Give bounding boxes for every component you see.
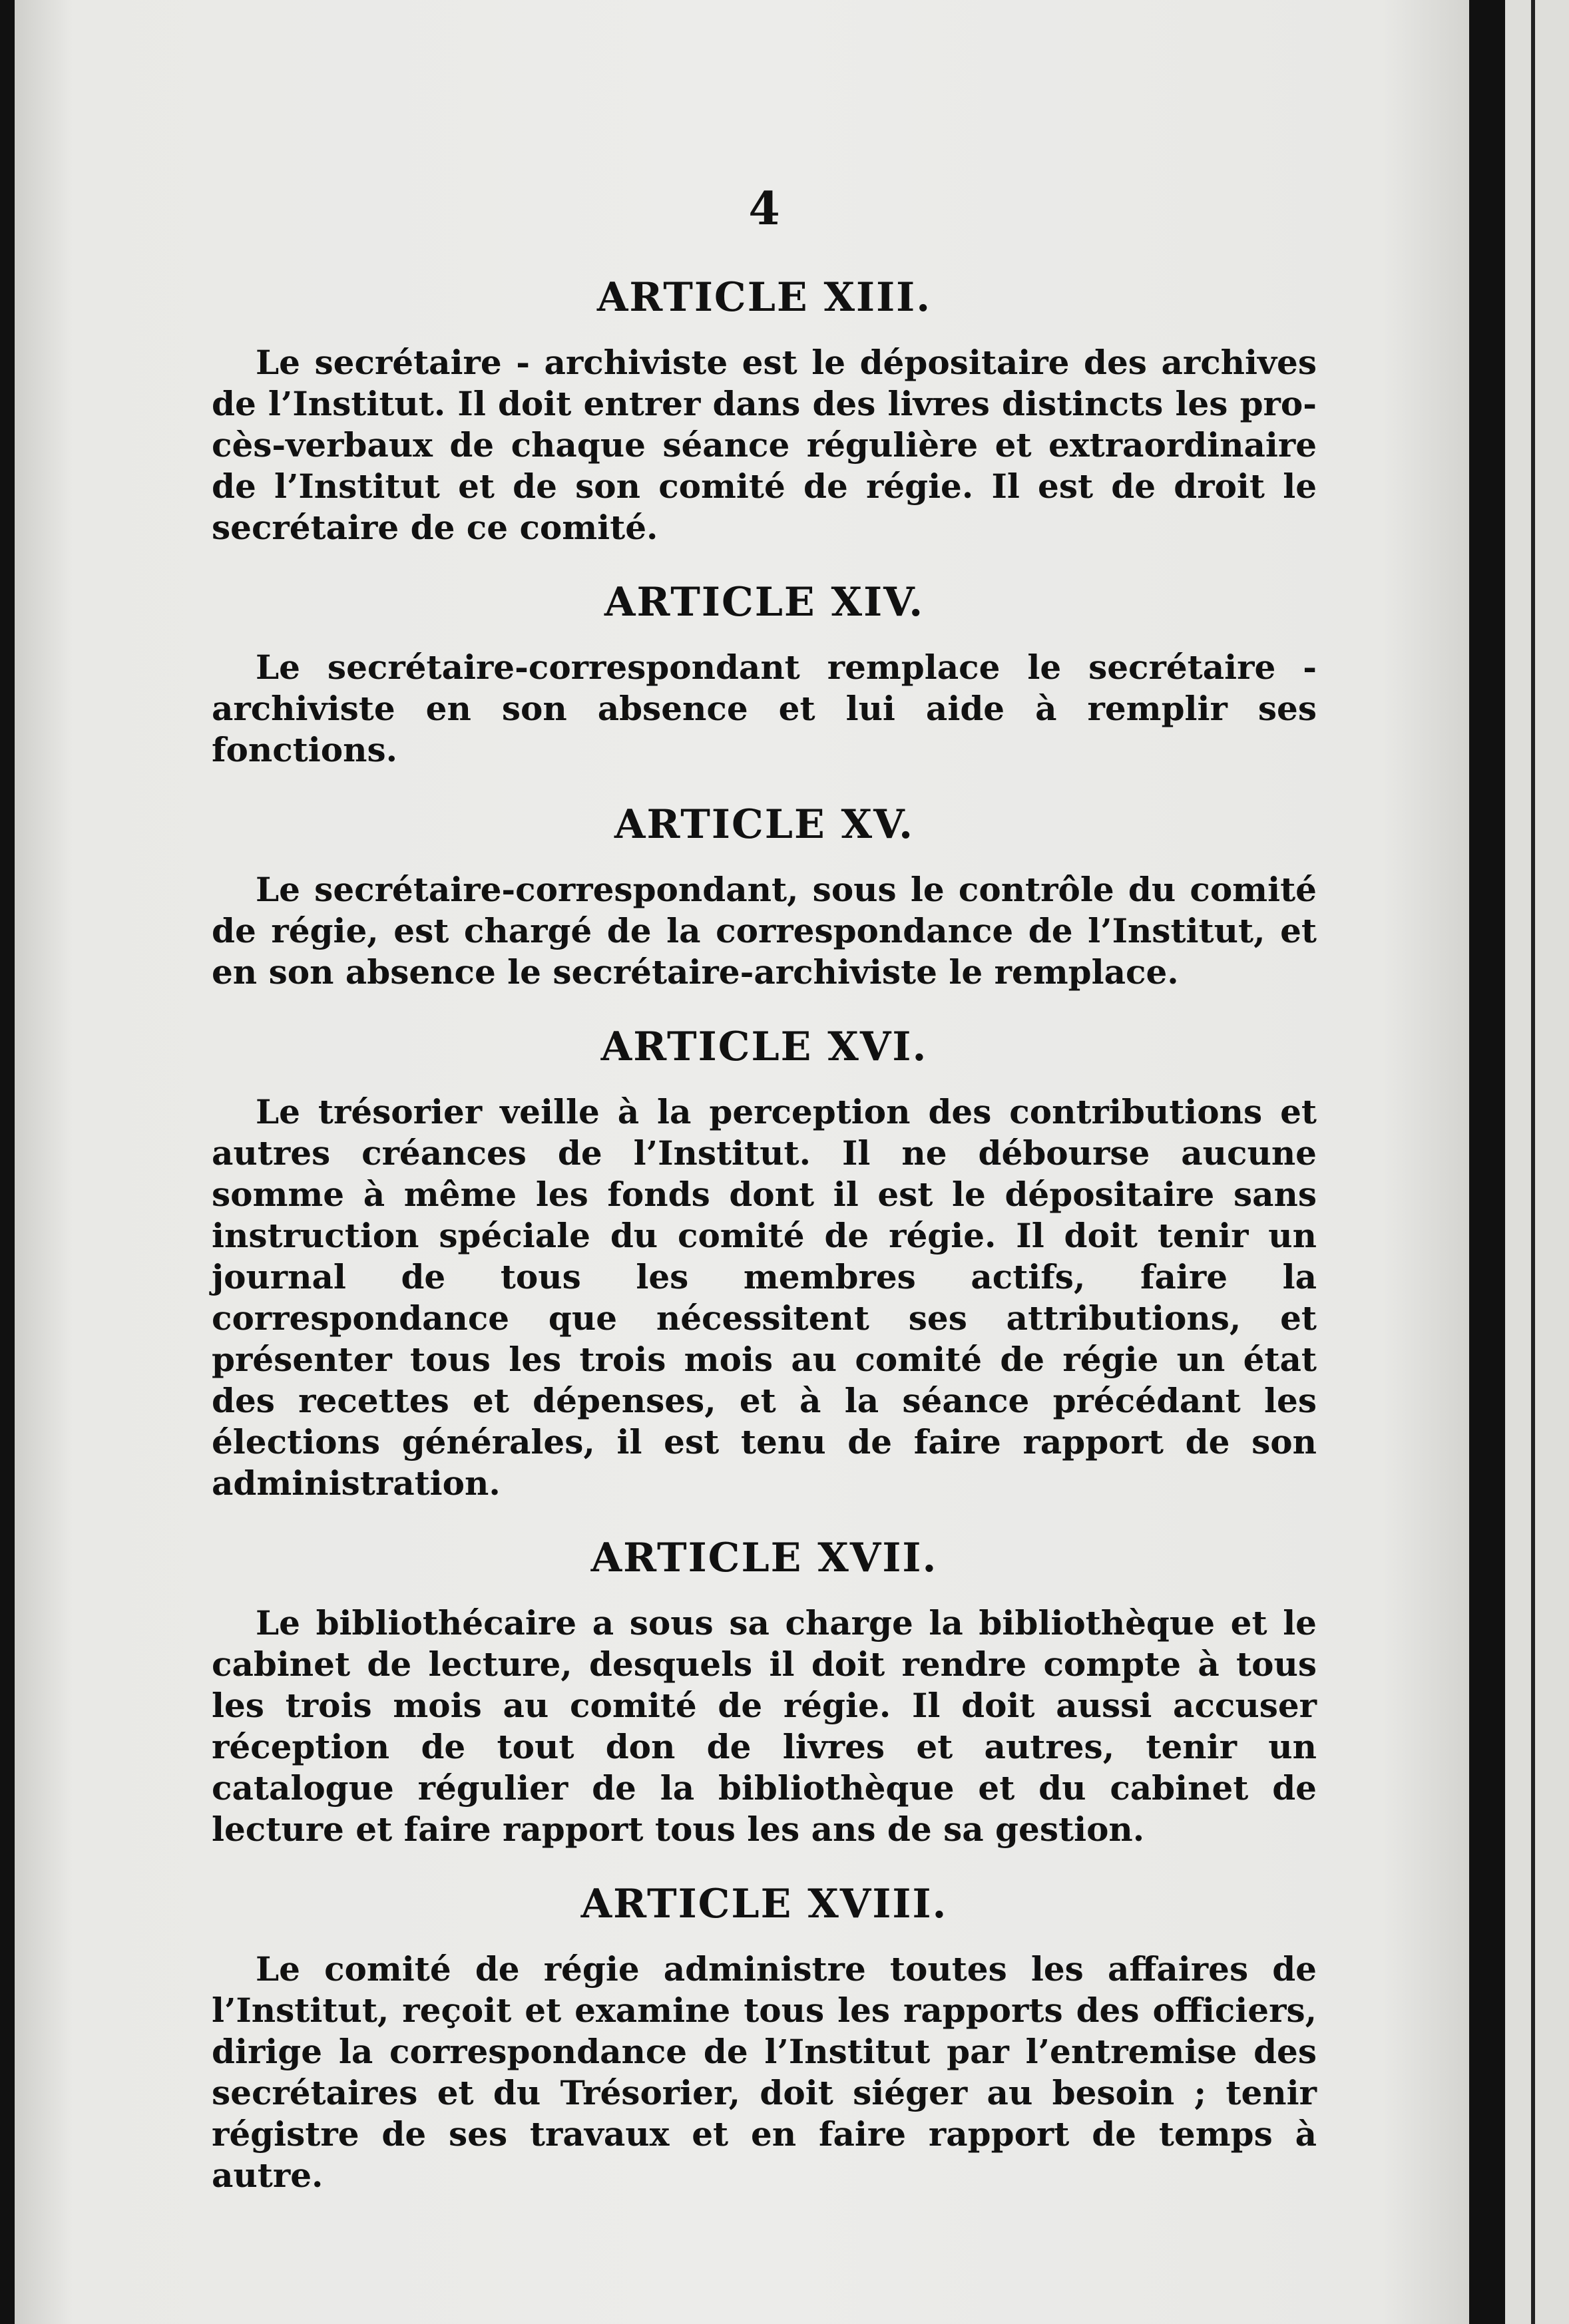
article-16 — [212, 1025, 1317, 1504]
article-body: Le trésorier veille à la perception des contributions et autres créances de l’Institut. Il ne débourse aucune somme à même les fonds dont il est le dépositaire sans instruction spéciale du comité de régie. Il doit tenir un journal de tous les membres actifs, faire la correspondance que nécessitent ses attributions, et présenter tous les trois mois au comité de régie un état des recettes et dépenses, et à la séance précédant les élections générales, il est tenu de faire rapport de son administration. — [212, 1092, 1317, 1503]
article-heading: ARTICLE XIII. — [596, 274, 932, 321]
adjacent-page-strip — [1505, 0, 1569, 2324]
article-17 — [212, 1536, 1317, 1850]
page-edge-shadow — [1469, 0, 1505, 2324]
adjacent-page-edge — [1531, 0, 1535, 2324]
article-body: Le bibliothécaire a sous sa charge la bibliothèque et le cabinet de lecture, desquels il doit rendre compte à tous les trois mois au comité de régie. Il doit aussi accuser réception de tout don de livres et autres, tenir un catalogue régulier de la bibliothèque et du cabinet de lecture et faire rapport tous les ans de sa gestion. — [212, 1603, 1317, 1849]
article-heading: ARTICLE XIV. — [604, 579, 925, 626]
article-18 — [212, 1882, 1317, 2196]
article-body: Le comité de régie administre toutes les affaires de l’Institut, reçoit et examine tous les rapports des officiers, dirige la correspondance de l’Institut par l’entremise des secrétaires et du Trésorier, doit siéger au besoin ; tenir régistre de ses travaux et en faire rapport de temps à autre. — [212, 1949, 1317, 2195]
page-text — [212, 182, 1317, 2228]
article-heading: ARTICLE XVII. — [590, 1535, 938, 1581]
binding-shadow — [0, 0, 15, 2324]
article-body: Le secrétaire-correspondant remplace le secrétaire - archiviste en son absence et lui aide à remplir ses fonctions. — [212, 648, 1317, 769]
article-14 — [212, 580, 1317, 771]
article-15 — [212, 803, 1317, 993]
article-13 — [212, 276, 1317, 548]
article-heading: ARTICLE XV. — [614, 801, 915, 848]
article-body: Le secrétaire - archiviste est le dépositaire des archives de l’Institut. Il doit entrer dans des livres distincts les procès-verbaux de chaque séance régulière et extraordinaire de l’Institut et de son comité de régie. Il est de droit le secrétaire de ce comité. — [212, 343, 1317, 547]
page-number: 4 — [748, 182, 780, 236]
article-body: Le secrétaire-correspondant, sous le contrôle du comité de régie, est chargé de la correspondance de l’Institut, et en son absence le secrétaire-archiviste le remplace. — [212, 870, 1317, 992]
article-heading: ARTICLE XVIII. — [580, 1881, 948, 1927]
article-heading: ARTICLE XVI. — [600, 1024, 928, 1070]
